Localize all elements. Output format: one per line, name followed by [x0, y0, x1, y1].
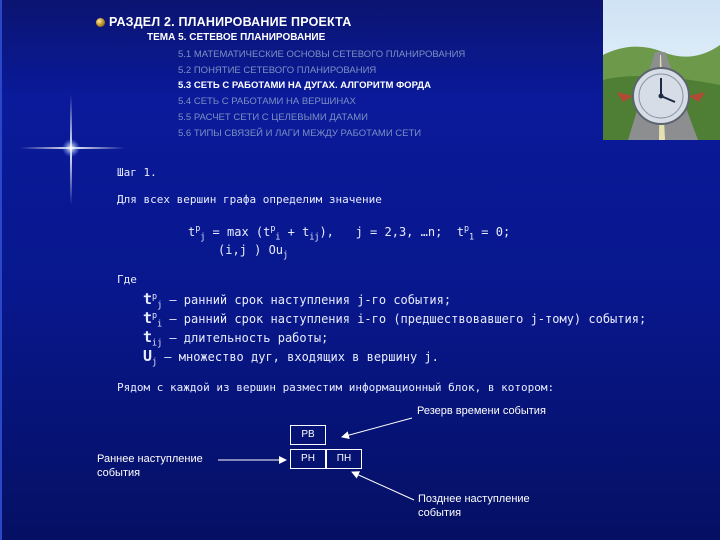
formula-condition: [218, 243, 288, 259]
definition-text: – множество дуг, входящих в вершину j.: [157, 350, 439, 364]
toc-item-5-3[interactable]: 5.3 СЕТЬ С РАБОТАМИ НА ДУГАХ. АЛГОРИТМ ФОРДА: [178, 80, 431, 92]
reserve-label: Резерв времени события: [417, 405, 546, 417]
formula-condition-text: (i,j ) Ou: [218, 243, 284, 257]
box-reserve: РВ: [290, 425, 326, 445]
formula-plus: + t: [280, 225, 310, 239]
formula-init-value: = 0;: [474, 225, 511, 239]
where-label: Где: [117, 273, 137, 286]
toc-item-5-4[interactable]: 5.4 СЕТЬ С РАБОТАМИ НА ВЕРШИНАХ: [178, 96, 356, 108]
formula-lhs-sub: j: [200, 231, 206, 242]
definition-text: – длительность работы;: [162, 331, 329, 345]
late-occurrence-label: Позднее наступление события: [418, 493, 530, 519]
flare-center: [62, 139, 80, 157]
formula-init-sub: 1: [469, 231, 475, 242]
definition-item: [143, 347, 439, 366]
formula-lhs-sup: р: [195, 223, 201, 233]
formula-init-symbol: t: [456, 225, 464, 239]
bullet-icon: [96, 18, 105, 27]
definition-symbol: t: [143, 328, 153, 346]
formula-range: j = 2,3, …n;: [355, 225, 443, 239]
definition-symbol: U: [143, 347, 153, 365]
formula-eq: = max (t: [205, 225, 271, 239]
definition-sub: j: [152, 356, 158, 367]
toc-item-5-6[interactable]: 5.6 ТИПЫ СВЯЗЕЙ И ЛАГИ МЕЖДУ РАБОТАМИ СЕТИ: [178, 127, 422, 139]
definition-sup: р: [152, 291, 158, 301]
toc-item-5-5[interactable]: 5.5 РАСЧЕТ СЕТИ С ЦЕЛЕВЫМИ ДАТАМИ: [178, 111, 368, 123]
formula-mid-sub: i: [275, 231, 281, 242]
left-edge-accent: [0, 0, 2, 540]
formula-mid-sup: р: [270, 223, 276, 233]
toc-item-5-1[interactable]: 5.1 МАТЕМАТИЧЕСКИЕ ОСНОВЫ СЕТЕВОГО ПЛАНИРОВАНИЯ: [178, 49, 466, 60]
definition-sup: р: [152, 310, 158, 320]
formula-init-sup: р: [463, 223, 470, 233]
arrow-late: [352, 472, 414, 500]
definition-sub: ij: [152, 337, 163, 348]
table-of-contents: [178, 47, 465, 141]
formula-close: ),: [319, 225, 334, 239]
definition-text: – ранний срок наступления i-го (предшествовавшего j-тому) события;: [162, 312, 647, 326]
intro-text: Для всех вершин графа определим значение: [117, 193, 382, 206]
definition-symbol: t: [143, 309, 153, 327]
step-label: Шаг 1.: [117, 166, 157, 179]
info-block-intro: Рядом с каждой из вершин разместим информационный блок, в котором:: [117, 381, 555, 394]
definition-sub: j: [157, 299, 163, 310]
box-late: ПН: [326, 449, 362, 469]
definition-item: [143, 309, 646, 328]
definition-text: – ранний срок наступления j-го события;: [162, 293, 452, 307]
definition-item: [143, 290, 451, 309]
toc-item-5-2[interactable]: 5.2 ПОНЯТИЕ СЕТЕВОГО ПЛАНИРОВАНИЯ: [178, 64, 377, 76]
formula-condition-sub: j: [283, 249, 289, 260]
definition-sub: i: [157, 318, 163, 329]
section-title: РАЗДЕЛ 2. ПЛАНИРОВАНИЕ ПРОЕКТА: [109, 15, 352, 29]
formula-plus-sub: ij: [309, 231, 320, 242]
box-early: РН: [290, 449, 326, 469]
definition-symbol: t: [143, 290, 153, 308]
topic-title: ТЕМА 5. СЕТЕВОЕ ПЛАНИРОВАНИЕ: [147, 32, 326, 43]
main-formula: [188, 223, 510, 241]
arrow-reserve: [342, 418, 412, 437]
road-clock-illustration: [603, 0, 720, 140]
definition-item: [143, 328, 328, 347]
formula-lhs-symbol: t: [188, 225, 196, 239]
early-occurrence-label: Раннее наступление события: [97, 453, 203, 479]
